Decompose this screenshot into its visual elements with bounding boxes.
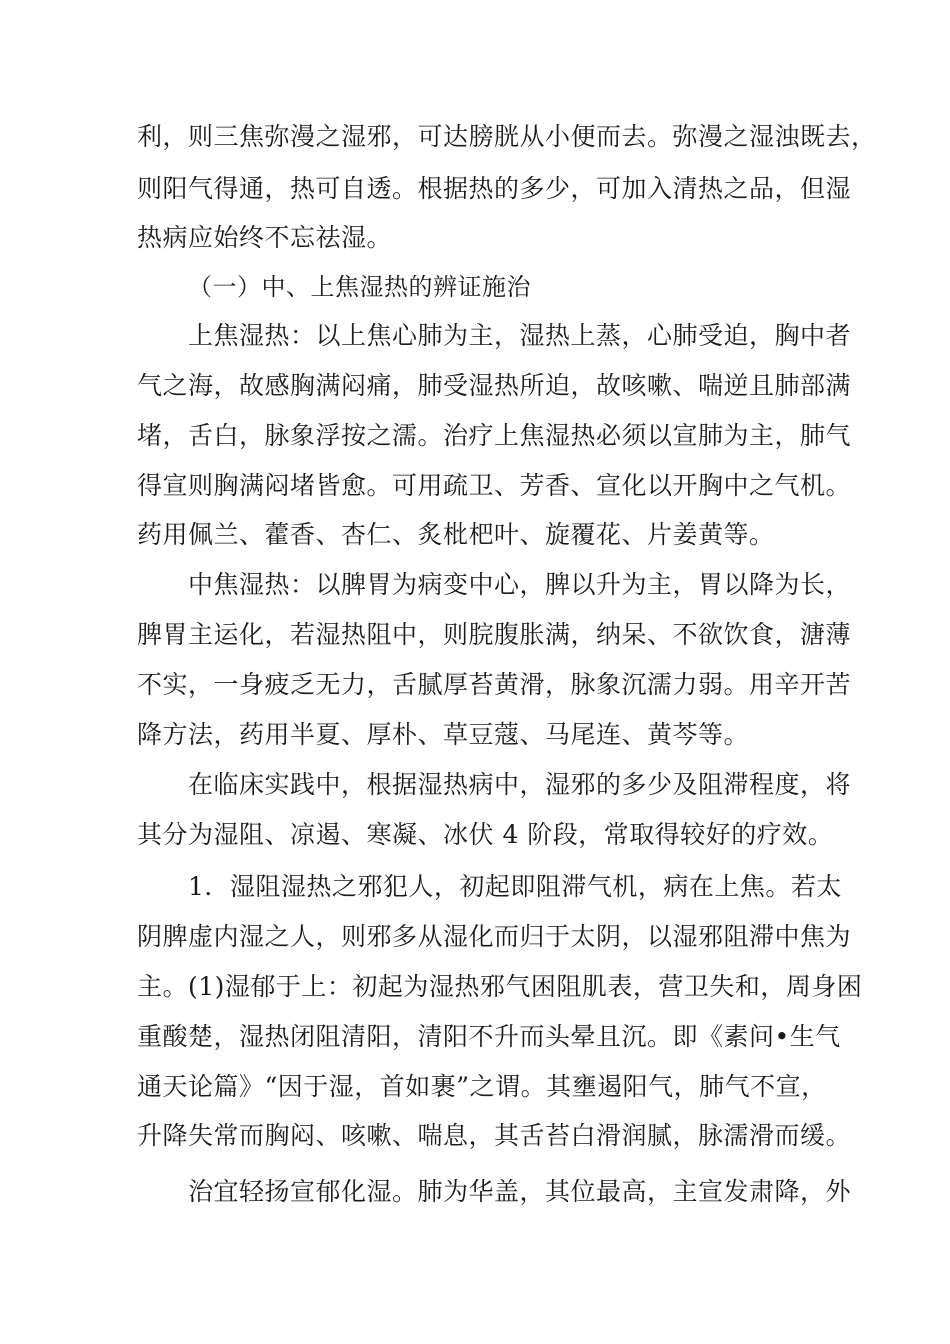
- text-line: 热病应始终不忘祛湿。: [137, 223, 393, 252]
- text-line: 降方法，药用半夏、厚朴、草豆蔻、马尾连、黄芩等。: [137, 720, 750, 749]
- text-line: 脾胃主运化，若湿热阻中，则脘腹胀满，纳呆、不欲饮食，溏薄: [137, 620, 852, 649]
- text-line: 中焦湿热：以脾胃为病变中心，脾以升为主，胃以降为长，: [188, 570, 852, 599]
- section-heading: （一）中、上焦湿热的辨证施治: [188, 273, 531, 301]
- text-line: 主。(1)湿郁于上：初起为湿热邪气困阻肌表，营卫失和，周身困: [137, 972, 863, 1001]
- text-line: 利，则三焦弥漫之湿邪，可达膀胱从小便而去。弥漫之湿浊既去，: [137, 122, 877, 151]
- text-line: 重酸楚，湿热闭阻清阳，清阳不升而头晕且沉。即《素问•生气: [137, 1022, 841, 1051]
- text-line: 其分为湿阻、凉遏、寒凝、冰伏 4 阶段，常取得较好的疗效。: [137, 820, 834, 849]
- text-line: 则阳气得通，热可自透。根据热的多少，可加入清热之品，但湿: [137, 174, 852, 203]
- text-line: 通天论篇》“因于湿，首如裹”之谓。其壅遏阳气，肺气不宣，: [137, 1072, 827, 1101]
- text-line: 治宜轻扬宣郁化湿。肺为华盖，其位最高，主宣发肃降，外: [188, 1177, 852, 1206]
- text-line: 药用佩兰、藿香、杏仁、炙枇杷叶、旋覆花、片姜黄等。: [137, 520, 775, 549]
- text-line: 阴脾虚内湿之人，则邪多从湿化而归于太阴，以湿邪阻滞中焦为: [137, 922, 852, 951]
- text-line: 不实，一身疲乏无力，舌腻厚苔黄滑，脉象沉濡力弱。用辛开苦: [137, 670, 852, 699]
- text-line: 1．湿阻湿热之邪犯人，初起即阻滞气机，病在上焦。若太: [188, 872, 842, 901]
- text-line: 上焦湿热：以上焦心肺为主，湿热上蒸，心肺受迫，胸中者: [188, 321, 852, 350]
- text-line: 气之海，故感胸满闷痛，肺受湿热所迫，故咳嗽、喘逆且肺部满: [137, 371, 852, 400]
- text-line: 在临床实践中，根据湿热病中，湿邪的多少及阻滞程度，将: [188, 770, 852, 799]
- text-line: 堵，舌白，脉象浮按之濡。治疗上焦湿热必须以宣肺为主，肺气: [137, 421, 852, 450]
- text-line: 升降失常而胸闷、咳嗽、喘息，其舌苔白滑润腻，脉濡滑而缓。: [137, 1121, 852, 1150]
- text-line: 得宣则胸满闷堵皆愈。可用疏卫、芳香、宣化以开胸中之气机。: [137, 471, 852, 500]
